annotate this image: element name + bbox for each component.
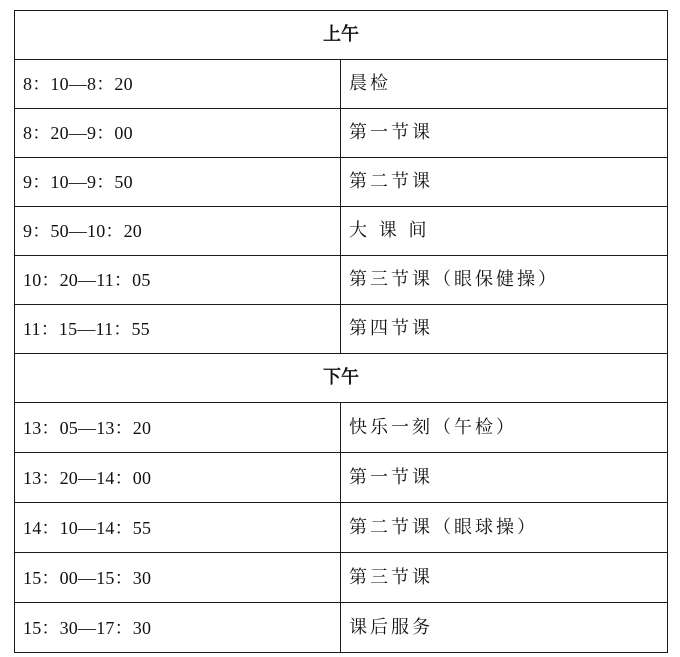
table-row: [15, 109, 668, 158]
table-row: [15, 453, 668, 503]
activity-cell: 第三节课（眼保健操）: [341, 256, 668, 305]
schedule-table: [14, 10, 668, 653]
activity-cell: 第二节课: [341, 158, 668, 207]
table-row: [15, 158, 668, 207]
morning-header: 上午: [15, 11, 668, 60]
activity-cell: 课后服务: [341, 603, 668, 653]
morning-header-row: [15, 11, 668, 60]
activity-cell: 快乐一刻（午检）: [341, 403, 668, 453]
activity-cell: 第三节课: [341, 553, 668, 603]
activity-cell: 第四节课: [341, 305, 668, 354]
time-cell: 8：20—9：00: [15, 109, 341, 158]
time-cell: 11：15—11：55: [15, 305, 341, 354]
table-row: [15, 553, 668, 603]
time-cell: 13：20—14：00: [15, 453, 341, 503]
activity-cell: 第一节课: [341, 109, 668, 158]
time-cell: 10：20—11：05: [15, 256, 341, 305]
table-row: [15, 503, 668, 553]
time-cell: 13：05—13：20: [15, 403, 341, 453]
table-row: [15, 256, 668, 305]
time-cell: 9：10—9：50: [15, 158, 341, 207]
time-cell: 15：00—15：30: [15, 553, 341, 603]
activity-cell: 第二节课（眼球操）: [341, 503, 668, 553]
activity-cell: 第一节课: [341, 453, 668, 503]
table-row: [15, 305, 668, 354]
table-row: [15, 403, 668, 453]
time-cell: 8：10—8：20: [15, 60, 341, 109]
table-row: [15, 60, 668, 109]
table-row: [15, 603, 668, 653]
schedule-body: [15, 11, 668, 653]
table-row: [15, 207, 668, 256]
time-cell: 15：30—17：30: [15, 603, 341, 653]
afternoon-header: 下午: [15, 354, 668, 403]
time-cell: 9：50—10：20: [15, 207, 341, 256]
activity-cell: 晨检: [341, 60, 668, 109]
activity-cell: 大 课 间: [341, 207, 668, 256]
afternoon-header-row: [15, 354, 668, 403]
time-cell: 14：10—14：55: [15, 503, 341, 553]
